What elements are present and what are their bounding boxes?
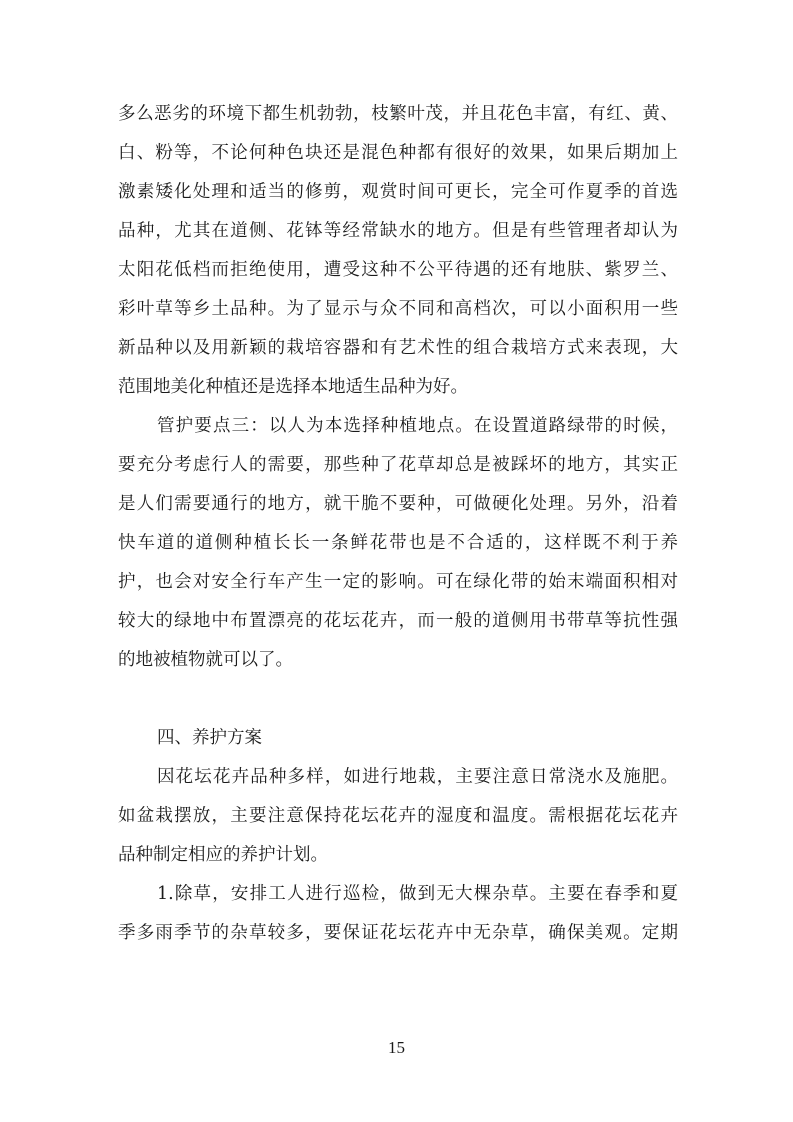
section-heading: 四、养护方案	[157, 728, 262, 748]
text-line: 白、粉等，不论何种色块还是混色种都有很好的效果，如果后期加上	[118, 143, 678, 163]
text-line: 彩叶草等乡土品种。为了显示与众不同和高档次，可以小面积用一些	[118, 299, 678, 319]
text-line: 因花坛花卉品种多样，如进行地栽，主要注意日常浇水及施肥。	[157, 767, 678, 787]
text-line: 较大的绿地中布置漂亮的花坛花卉，而一般的道侧用书带草等抗性强	[118, 611, 678, 631]
text-line: 快车道的道侧种植长长一条鲜花带也是不合适的，这样既不利于养	[118, 533, 678, 553]
text-line: 如盆栽摆放，主要注意保持花坛花卉的湿度和温度。需根据花坛花卉	[118, 806, 678, 826]
text-line: 的地被植物就可以了。	[118, 650, 293, 670]
text-line: 季多雨季节的杂草较多，要保证花坛花卉中无杂草，确保美观。定期	[118, 923, 678, 943]
text-line: 范围地美化种植还是选择本地适生品种为好。	[118, 377, 468, 397]
text-line: 品种制定相应的养护计划。	[118, 845, 328, 865]
text-line: 激素矮化处理和适当的修剪，观赏时间可更长，完全可作夏季的首选	[118, 182, 678, 202]
text-line: 太阳花低档而拒绝使用，遭受这种不公平待遇的还有地肤、紫罗兰、	[118, 260, 678, 280]
text-line: 1.除草，安排工人进行巡检，做到无大棵杂草。主要在春季和夏	[157, 884, 678, 904]
text-line: 新品种以及用新颖的栽培容器和有艺术性的组合栽培方式来表现，大	[118, 338, 678, 358]
text-line: 要充分考虑行人的需要，那些种了花草却总是被踩坏的地方，其实正	[118, 455, 678, 475]
text-line: 是人们需要通行的地方，就干脆不要种，可做硬化处理。另外，沿着	[118, 494, 678, 514]
page-number: 15	[388, 1038, 405, 1057]
text-line: 多么恶劣的环境下都生机勃勃，枝繁叶茂，并且花色丰富，有红、黄、	[118, 104, 678, 124]
text-line: 管护要点三：以人为本选择种植地点。在设置道路绿带的时候，	[157, 416, 678, 436]
text-line: 品种，尤其在道侧、花钵等经常缺水的地方。但是有些管理者却认为	[118, 221, 678, 241]
text-line: 护，也会对安全行车产生一定的影响。可在绿化带的始末端面积相对	[118, 572, 678, 592]
